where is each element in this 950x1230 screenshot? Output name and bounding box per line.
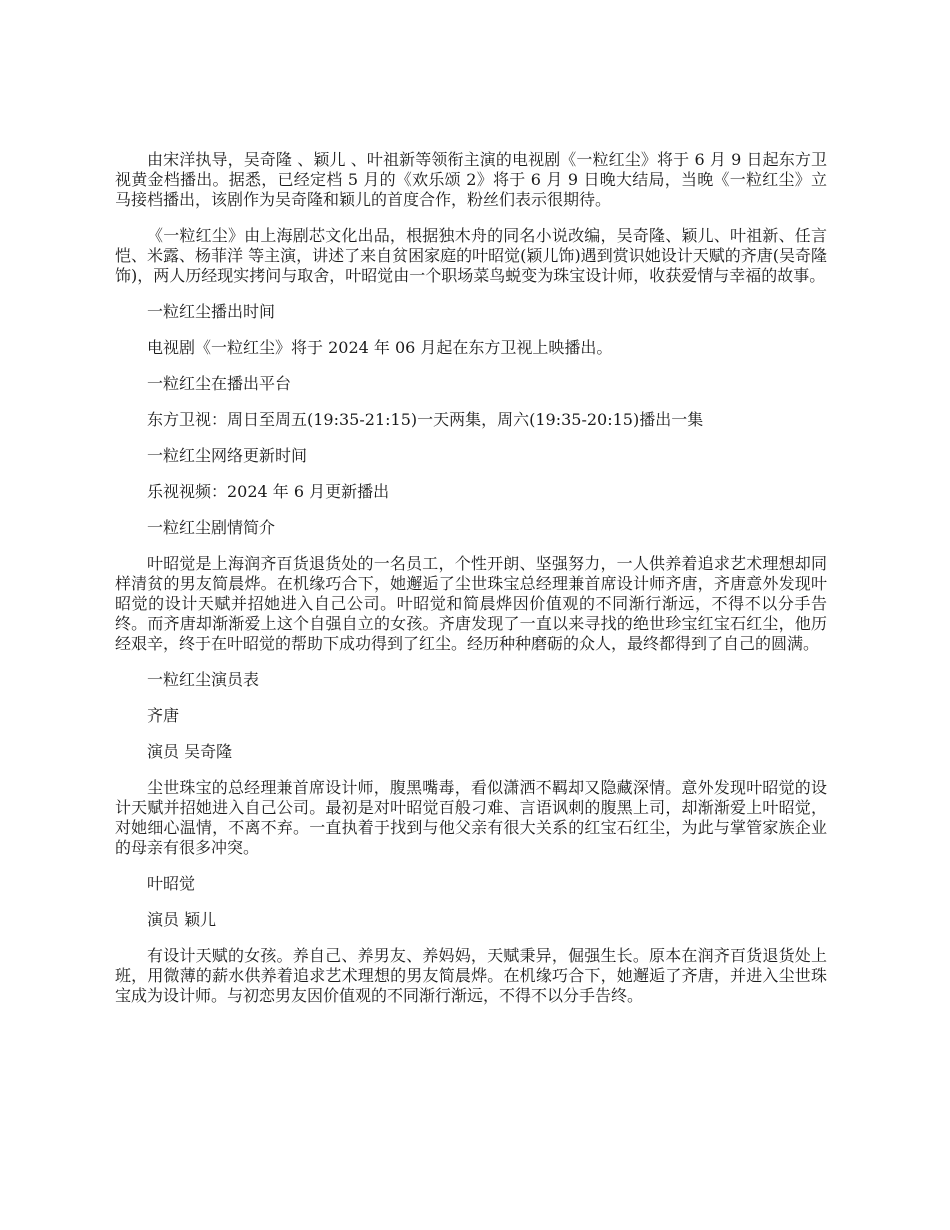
online-update-text: 乐视视频：2024 年 6 月更新播出 [147, 482, 390, 501]
actor-yezhaojue: 演员 颖儿 [147, 910, 217, 929]
plot-paragraph: 叶昭觉是上海润齐百货退货处的一名员工，个性开朗、坚强努力，一人供养着追求艺术理想却同样清贫的男友简晨烨。在机缘巧合下，她邂逅了尘世珠宝总经理兼首席设计师齐唐，齐唐意外发现叶昭觉的设计天赋并招她进入自己公司。叶昭觉和简晨烨因价值观的不同渐行渐远，不得不以分手告终。而齐唐却渐渐爱上这个自强自立的女孩。齐唐发现了一直以来寻找的绝世珍宝红宝石红尘，他历经艰辛，终于在叶昭觉的帮助下成功得到了红尘。经历种种磨砺的众人，最终都得到了自己的圆满。 [115, 554, 827, 653]
character-name-yezhaojue: 叶昭觉 [147, 874, 196, 893]
online-update-heading: 一粒红尘网络更新时间 [147, 446, 308, 465]
broadcast-platform-heading: 一粒红尘在播出平台 [147, 374, 292, 393]
broadcast-time-heading: 一粒红尘播出时间 [147, 302, 276, 321]
broadcast-time-text: 电视剧《一粒红尘》将于 2024 年 06 月起在东方卫视上映播出。 [147, 338, 613, 357]
character-name-qitang: 齐唐 [147, 706, 180, 725]
plot-heading: 一粒红尘剧情简介 [147, 518, 276, 537]
cast-heading: 一粒红尘演员表 [147, 670, 260, 689]
character-desc-qitang: 尘世珠宝的总经理兼首席设计师，腹黑嘴毒，看似潇洒不羁却又隐藏深情。意外发现叶昭觉的设计天赋并招她进入自己公司。最初是对叶昭觉百般刁难、言语讽刺的腹黑上司，却渐渐爱上叶昭觉，对她细心温情，不离不弃。一直执着于找到与他父亲有很大关系的红宝石红尘，为此与掌管家族企业的母亲有很多冲突。 [115, 778, 827, 857]
actor-qitang: 演员 吴奇隆 [147, 742, 233, 761]
character-desc-yezhaojue: 有设计天赋的女孩。养自己、养男友、养妈妈，天赋秉异，倔强生长。原本在润齐百货退货处上班，用微薄的薪水供养着追求艺术理想的男友简晨烨。在机缘巧合下，她邂逅了齐唐，并进入尘世珠宝成为设计师。与初恋男友因价值观的不同渐行渐远，不得不以分手告终。 [115, 946, 827, 1005]
intro-paragraph: 由宋洋执导，吴奇隆 、颖儿 、叶祖新等领衔主演的电视剧《一粒红尘》将于 6 月 9 日起东方卫视黄金档播出。据悉，已经定档 5 月的《欢乐颂 2》将于 6 月 9 日晚大结局，当晚《一粒红尘》立马接档播出，该剧作为吴奇隆和颖儿的首度合作，粉丝们表示很期待。 [115, 150, 827, 209]
document-body [115, 150, 827, 1022]
broadcast-platform-text: 东方卫视：周日至周五(19:35-21:15)一天两集，周六(19:35-20:15)播出一集 [147, 410, 704, 429]
synopsis-paragraph: 《一粒红尘》由上海剧芯文化出品，根据独木舟的同名小说改编，吴奇隆、颖儿、叶祖新、任言恺、米露、杨菲洋 等主演，讲述了来自贫困家庭的叶昭觉(颖儿饰)遇到赏识她设计天赋的齐唐(吴奇隆饰)，两人历经现实拷问与取舍，叶昭觉由一个职场菜鸟蜕变为珠宝设计师，收获爱情与幸福的故事。 [115, 226, 827, 285]
